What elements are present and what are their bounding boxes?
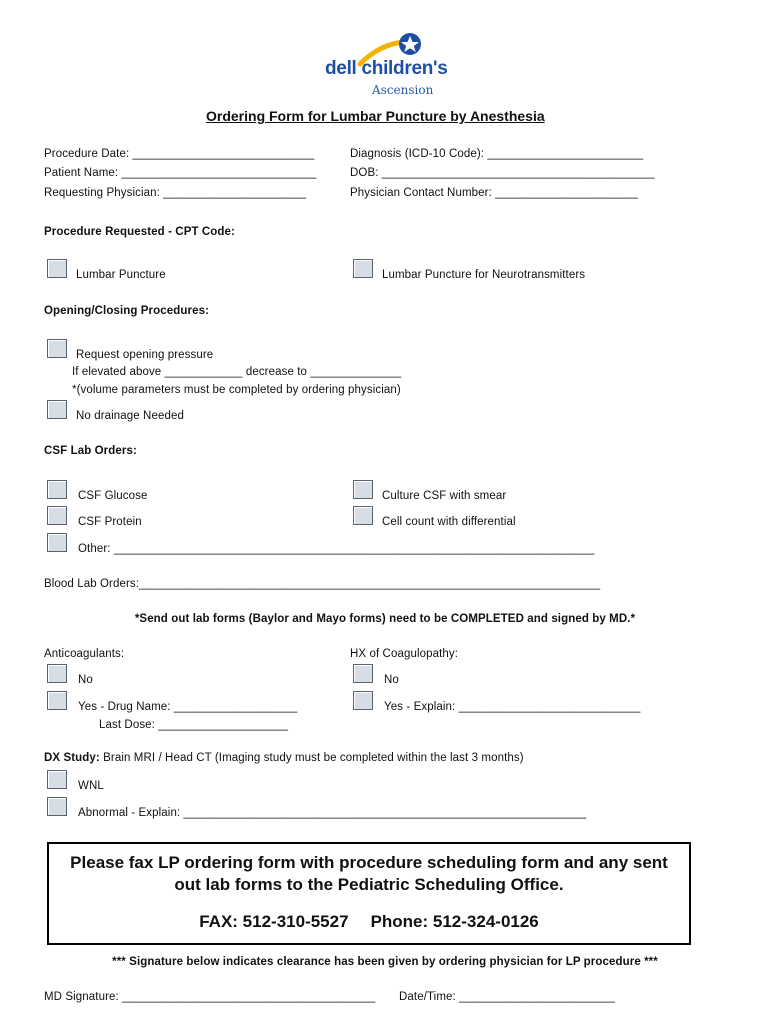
anticoagulants-heading: Anticoagulants: [44,648,125,660]
lumbar-puncture-neuro-label: Lumbar Puncture for Neurotransmitters [382,269,586,281]
wnl-label: WNL [78,780,104,792]
date-time-field[interactable]: Date/Time: ________________________ [399,991,616,1003]
procedure-date-field[interactable]: Procedure Date: ____________________________ [44,148,315,160]
request-opening-pressure-label: Request opening pressure [76,349,214,361]
phone-number: Phone: 512-324-0126 [370,912,539,931]
csf-lab-heading: CSF Lab Orders: [44,445,137,457]
no-drainage-checkbox[interactable] [47,400,67,419]
csf-glucose-checkbox[interactable] [47,480,67,499]
logo [322,30,462,100]
coagulopathy-yes-checkbox[interactable] [353,691,373,710]
cell-count-label: Cell count with differential [382,516,516,528]
md-signature-field[interactable]: MD Signature: _______________________________________ [44,991,376,1003]
logo-sub: Ascension [372,83,434,97]
wnl-checkbox[interactable] [47,770,67,789]
if-elevated-field[interactable]: If elevated above ____________ decrease to ______________ [72,366,402,378]
blood-lab-orders-field[interactable]: Blood Lab Orders:_______________________________________________________________________ [44,578,601,590]
lumbar-puncture-label: Lumbar Puncture [76,269,166,281]
anticoagulants-yes-checkbox[interactable] [47,691,67,710]
send-out-note: *Send out lab forms (Baylor and Mayo forms) need to be COMPLETED and signed by MD.* [134,613,636,625]
csf-other-checkbox[interactable] [47,533,67,552]
coagulopathy-no-checkbox[interactable] [353,664,373,683]
patient-name-field[interactable]: Patient Name: ______________________________ [44,167,317,179]
abnormal-checkbox[interactable] [47,797,67,816]
csf-protein-checkbox[interactable] [47,506,67,525]
lumbar-puncture-neuro-checkbox[interactable] [353,259,373,278]
signature-note: *** Signature below indicates clearance has been given by ordering physician for LP procedure *** [112,956,658,968]
lumbar-puncture-checkbox[interactable] [47,259,67,278]
cell-count-checkbox[interactable] [353,506,373,525]
procedure-requested-heading: Procedure Requested - CPT Code: [44,226,235,238]
fax-contact-line [49,912,689,932]
opening-closing-heading: Opening/Closing Procedures: [44,305,209,317]
page-title: Ordering Form for Lumbar Puncture by Anesthesia [206,108,545,124]
drug-name-field[interactable]: Yes - Drug Name: ___________________ [78,701,298,713]
coagulopathy-no-label: No [384,674,399,686]
volume-note: *(volume parameters must be completed by ordering physician) [72,384,401,396]
logo-brand: dell children's [325,58,448,79]
anticoagulants-no-checkbox[interactable] [47,664,67,683]
csf-glucose-label: CSF Glucose [78,490,148,502]
diagnosis-field[interactable]: Diagnosis (ICD-10 Code): ________________________ [350,148,644,160]
dob-field[interactable]: DOB: __________________________________________ [350,167,655,179]
no-drainage-label: No drainage Needed [76,410,184,422]
csf-protein-label: CSF Protein [78,516,142,528]
culture-csf-label: Culture CSF with smear [382,490,507,502]
request-opening-pressure-checkbox[interactable] [47,339,67,358]
coagulopathy-heading: HX of Coagulopathy: [350,648,459,660]
dx-study-label: DX Study: [44,752,100,764]
dx-study-text: Brain MRI / Head CT (Imaging study must be completed within the last 3 months) [103,752,524,764]
last-dose-field[interactable]: Last Dose: ____________________ [99,719,289,731]
coagulopathy-explain-field[interactable]: Yes - Explain: ____________________________ [384,701,641,713]
csf-other-field[interactable]: Other: __________________________________________________________________________ [78,543,595,555]
fax-number: FAX: 512-310-5527 [199,912,349,931]
anticoagulants-no-label: No [78,674,93,686]
dx-study-line [44,752,524,764]
abnormal-explain-field[interactable]: Abnormal - Explain: ______________________________________________________________ [78,807,587,819]
physician-contact-field[interactable]: Physician Contact Number: ______________________ [350,187,639,199]
requesting-physician-field[interactable]: Requesting Physician: ______________________ [44,187,307,199]
fax-notice-text: Please fax LP ordering form with procedure scheduling form and any sent out lab forms to the Pediatric Scheduling Office. [70,853,668,894]
culture-csf-checkbox[interactable] [353,480,373,499]
fax-notice-box [47,842,691,945]
